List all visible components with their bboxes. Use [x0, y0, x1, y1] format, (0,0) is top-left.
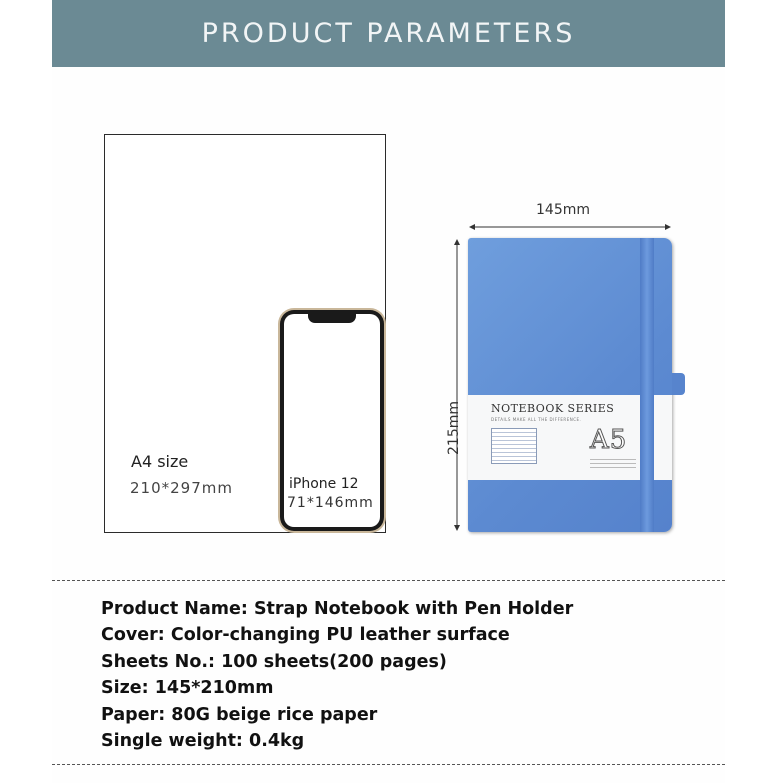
page-preview-icon — [491, 428, 537, 464]
phone-label: iPhone 12 — [289, 476, 359, 492]
spec-label: Size: — [101, 678, 149, 699]
spec-product-name — [101, 596, 573, 622]
spec-value: 80G beige rice paper — [171, 704, 378, 725]
divider-bottom — [52, 764, 725, 765]
elastic-strap-over-band — [640, 395, 654, 480]
height-dimension-label: 215mm — [446, 401, 462, 455]
spec-size — [101, 675, 573, 701]
a4-dimensions: 210*297mm — [130, 479, 233, 497]
band-fine-print — [590, 459, 636, 469]
spec-value: Color-changing PU leather surface — [170, 625, 510, 646]
spec-cover — [101, 622, 573, 648]
band-size: A5 — [590, 425, 628, 455]
divider-top — [52, 580, 725, 581]
page-title: PRODUCT PARAMETERS — [201, 18, 576, 49]
spec-value: 145*210mm — [154, 678, 274, 699]
spec-label: Cover: — [101, 625, 165, 646]
band-subtitle: DETAILS MAKE ALL THE DIFFERENCE. — [491, 417, 582, 422]
band-title: NOTEBOOK SERIES — [491, 402, 615, 415]
spec-label: Single weight: — [101, 730, 243, 751]
a4-label: A4 size — [131, 452, 189, 471]
spec-label: Sheets No.: — [101, 651, 215, 672]
width-dimension-label: 145mm — [536, 202, 590, 218]
spec-value: Strap Notebook with Pen Holder — [253, 599, 574, 619]
spec-sheets — [101, 649, 573, 675]
elastic-strap — [640, 238, 654, 532]
spec-label: Product Name: — [101, 599, 248, 619]
spec-list — [101, 596, 573, 754]
spec-weight — [101, 728, 573, 754]
phone-dimensions: 71*146mm — [287, 495, 374, 511]
spec-value: 100 sheets(200 pages) — [221, 651, 447, 672]
spec-label: Paper: — [101, 704, 166, 725]
spec-paper — [101, 702, 573, 728]
spec-value: 0.4kg — [249, 730, 305, 751]
pen-holder-loop — [672, 373, 685, 395]
